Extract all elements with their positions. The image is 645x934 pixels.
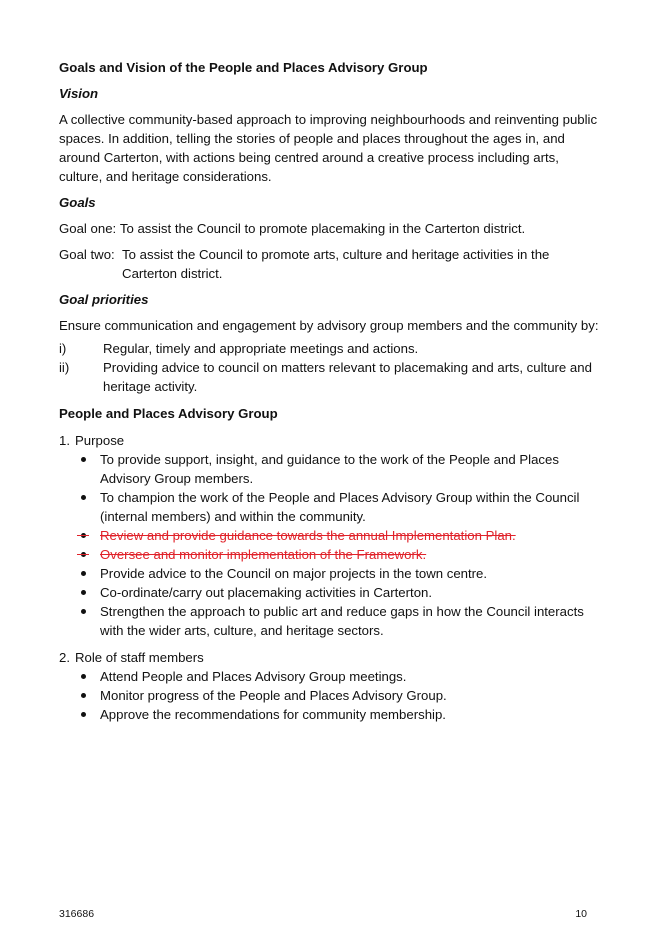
bullet-text: Co-ordinate/carry out placemaking activities in Carterton. <box>100 585 433 600</box>
goal-one-label: Goal one: <box>59 221 117 236</box>
bullet-item <box>81 602 599 640</box>
bullet-icon <box>81 693 86 698</box>
goal-priorities-heading: Goal priorities <box>59 292 149 307</box>
bullet-icon <box>81 712 86 717</box>
bullet-icon <box>81 609 86 614</box>
bullet-text: Provide advice to the Council on major projects in the town centre. <box>100 566 488 581</box>
goal-two <box>59 245 599 283</box>
priority-item <box>59 339 599 358</box>
bullet-text: Strengthen the approach to public art and reduce gaps in how the Council interacts with the wider arts, culture, and heritage sectors. <box>100 604 584 638</box>
footer-page-number: 10 <box>575 908 587 920</box>
bullet-icon <box>81 495 86 500</box>
document-page <box>59 58 599 724</box>
deleted-bullet-text: Oversee and monitor implementation of the Framework. <box>100 547 427 562</box>
deleted-bullet-text: Review and provide guidance towards the annual Implementation Plan. <box>100 528 516 543</box>
staff-number: 2. <box>59 650 70 665</box>
bullet-icon <box>81 571 86 576</box>
bullet-item <box>81 488 599 526</box>
bullet-text: To champion the work of the People and Places Advisory Group within the Council (internal members) and within the community. <box>100 490 580 524</box>
bullet-icon <box>81 457 86 462</box>
bullet-text: Attend People and Places Advisory Group meetings. <box>100 669 407 684</box>
staff-list <box>59 667 599 724</box>
vision-heading: Vision <box>59 86 99 101</box>
priority-item-text: Providing advice to council on matters relevant to placemaking and arts, culture and heritage activity. <box>103 360 592 394</box>
priority-item <box>59 358 599 396</box>
bullet-item <box>81 583 599 602</box>
goal-one <box>59 219 599 238</box>
bullet-item <box>81 450 599 488</box>
bullet-text: Monitor progress of the People and Places Advisory Group. <box>100 688 447 703</box>
goal-priorities-list <box>59 339 599 396</box>
strikethrough-mark <box>77 554 89 555</box>
purpose-heading <box>59 431 599 450</box>
goal-one-text: To assist the Council to promote placemaking in the Carterton district. <box>119 221 526 236</box>
vision-text: A collective community-based approach to improving neighbourhoods and reinventing public spaces. In addition, telling the stories of people and places throughout the ages in, and around Carterton, with actions being centred around a creative process including arts, culture, and heritage considerations. <box>59 112 598 184</box>
bullet-text: To provide support, insight, and guidance to the work of the People and Places Advisory Group members. <box>100 452 559 486</box>
bullet-icon <box>81 590 86 595</box>
strikethrough-mark <box>77 535 89 536</box>
goal-two-label: Goal two: <box>59 247 115 262</box>
bullet-text: Approve the recommendations for community membership. <box>100 707 446 722</box>
priority-item-text: Regular, timely and appropriate meetings and actions. <box>103 341 419 356</box>
bullet-item <box>81 667 599 686</box>
goal-two-text: To assist the Council to promote arts, culture and heritage activities in the Carterton district. <box>122 247 550 281</box>
footer-doc-number: 316686 <box>59 908 95 920</box>
bullet-item <box>81 564 599 583</box>
purpose-list <box>59 450 599 640</box>
bullet-item <box>81 526 599 545</box>
bullet-item <box>81 545 599 564</box>
group-heading: People and Places Advisory Group <box>59 406 278 421</box>
bullet-item <box>81 705 599 724</box>
priority-item-number: i) <box>59 341 67 356</box>
bullet-icon <box>81 674 86 679</box>
staff-label: Role of staff members <box>75 650 204 665</box>
document-title: Goals and Vision of the People and Places Advisory Group <box>59 60 428 75</box>
purpose-label: Purpose <box>75 433 125 448</box>
bullet-item <box>81 686 599 705</box>
staff-heading <box>59 648 599 667</box>
purpose-number: 1. <box>59 433 70 448</box>
goals-heading: Goals <box>59 195 96 210</box>
priority-item-number: ii) <box>59 360 70 375</box>
goal-priorities-intro: Ensure communication and engagement by advisory group members and the community by: <box>59 318 599 333</box>
